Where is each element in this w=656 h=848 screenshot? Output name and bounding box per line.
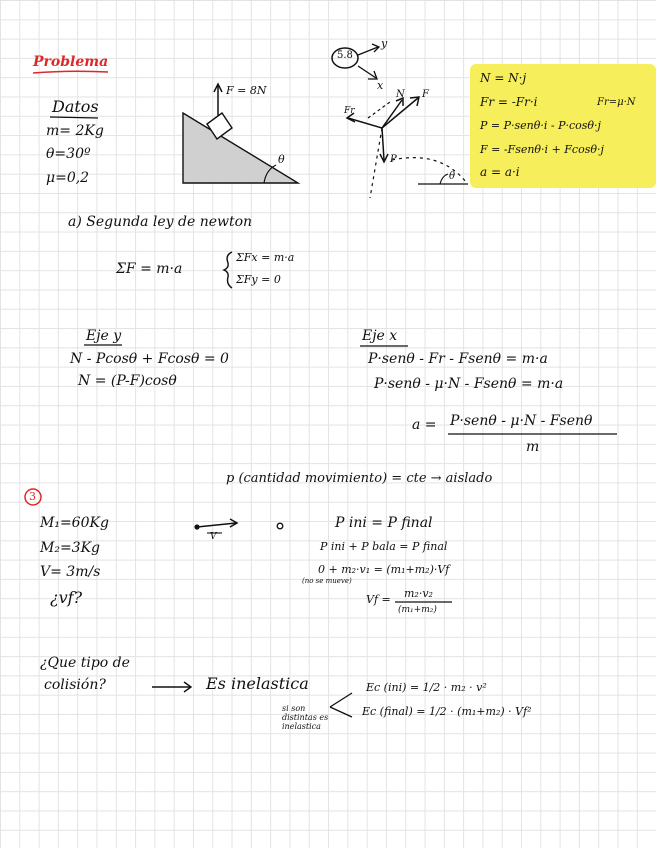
part-a-heading: a) Segunda ley de newton (68, 214, 253, 230)
axis-x-label: x (377, 79, 384, 92)
data-friction: μ=0,2 (46, 170, 90, 186)
kinetic-energy-final: Ec (final) = 1/2 · (m₁+m₂) · Vf² (362, 705, 532, 718)
force-label: F = 8N (226, 84, 267, 97)
axis-x-eq1: P·senθ - Fr - Fsenθ = m·a (368, 351, 548, 367)
accel-numerator: P·senθ - μ·N - Fsenθ (450, 413, 593, 429)
eq-friction: Fr = -Fr·i (480, 95, 538, 109)
problem-3-number: 3 (29, 490, 36, 503)
p3-vf-denominator: (m₁+m₂) (398, 605, 437, 615)
collision-question-line1: ¿Que tipo de (40, 655, 130, 671)
fbd-p-label: P (390, 154, 397, 165)
axis-y-label: y (381, 37, 388, 50)
momentum-law: p (cantidad movimiento) = cte → aislado (226, 471, 493, 486)
axis-x-heading: Eje x (362, 328, 398, 344)
p3-note-no-moves: (no se mueve) (302, 577, 352, 585)
p3-data-m1: M₁=60Kg (40, 515, 109, 531)
data-angle: θ=30º (46, 146, 91, 162)
p3-data-v: V= 3m/s (40, 564, 101, 580)
axis-y-eq1: N - Pcosθ + Fcosθ = 0 (70, 351, 229, 367)
p3-data-m2: M₂=3Kg (40, 540, 101, 556)
eq-force: F = -Fsenθ·i + Fcosθ·j (480, 143, 604, 156)
newton-sum-x: ΣFx = m·a (236, 251, 295, 264)
angle-label: θ (278, 153, 285, 166)
collision-answer: Es inelastica (206, 674, 309, 693)
fbd-fr-label: Fr (344, 106, 355, 116)
data-mass: m= 2Kg (46, 123, 104, 139)
eq-accel: a = a·i (480, 165, 520, 179)
newton-sum-y: ΣFy = 0 (236, 273, 281, 286)
p3-vf-numerator: m₂·v₂ (404, 587, 433, 600)
axis-y-heading: Eje y (86, 328, 122, 344)
incline-plane (183, 113, 298, 183)
p3-question-vf: ¿vf? (50, 588, 83, 607)
eq-normal: N = N·j (480, 71, 527, 85)
fbd-n-label: N (396, 89, 405, 100)
axis-x-eq2: P·senθ - μ·N - Fsenθ = m·a (374, 376, 564, 392)
accel-lhs: a = (412, 417, 437, 433)
p3-vf-lhs: Vf = (366, 593, 391, 606)
accel-denominator: m (526, 439, 540, 455)
axis-y-eq2: N = (P-F)cosθ (78, 373, 177, 389)
p3-eq-expanded: 0 + m₂·v₁ = (m₁+m₂)·Vf (318, 563, 450, 576)
p3-eq-momentum: P ini = P final (335, 515, 433, 531)
velocity-label: V (210, 532, 217, 542)
fbd-f-label: F (422, 89, 429, 100)
section-number: 5.8 (337, 50, 353, 61)
data-heading: Datos (52, 97, 99, 116)
kinetic-energy-initial: Ec (ini) = 1/2 · m₂ · v² (366, 681, 487, 694)
eq-weight: P = P·senθ·i - P·cosθ·j (480, 119, 601, 132)
fbd-theta-label: θ (449, 171, 456, 182)
collision-note: si son distintas es inelastica (282, 704, 329, 731)
collision-question-line2: colisión? (44, 677, 106, 693)
friction-formula: Fr=μ·N (597, 97, 636, 108)
newton-equation: ΣF = m·a (116, 261, 183, 277)
problem-title: Problema (33, 54, 109, 70)
p3-eq-sum: P ini + P bala = P final (320, 540, 448, 553)
